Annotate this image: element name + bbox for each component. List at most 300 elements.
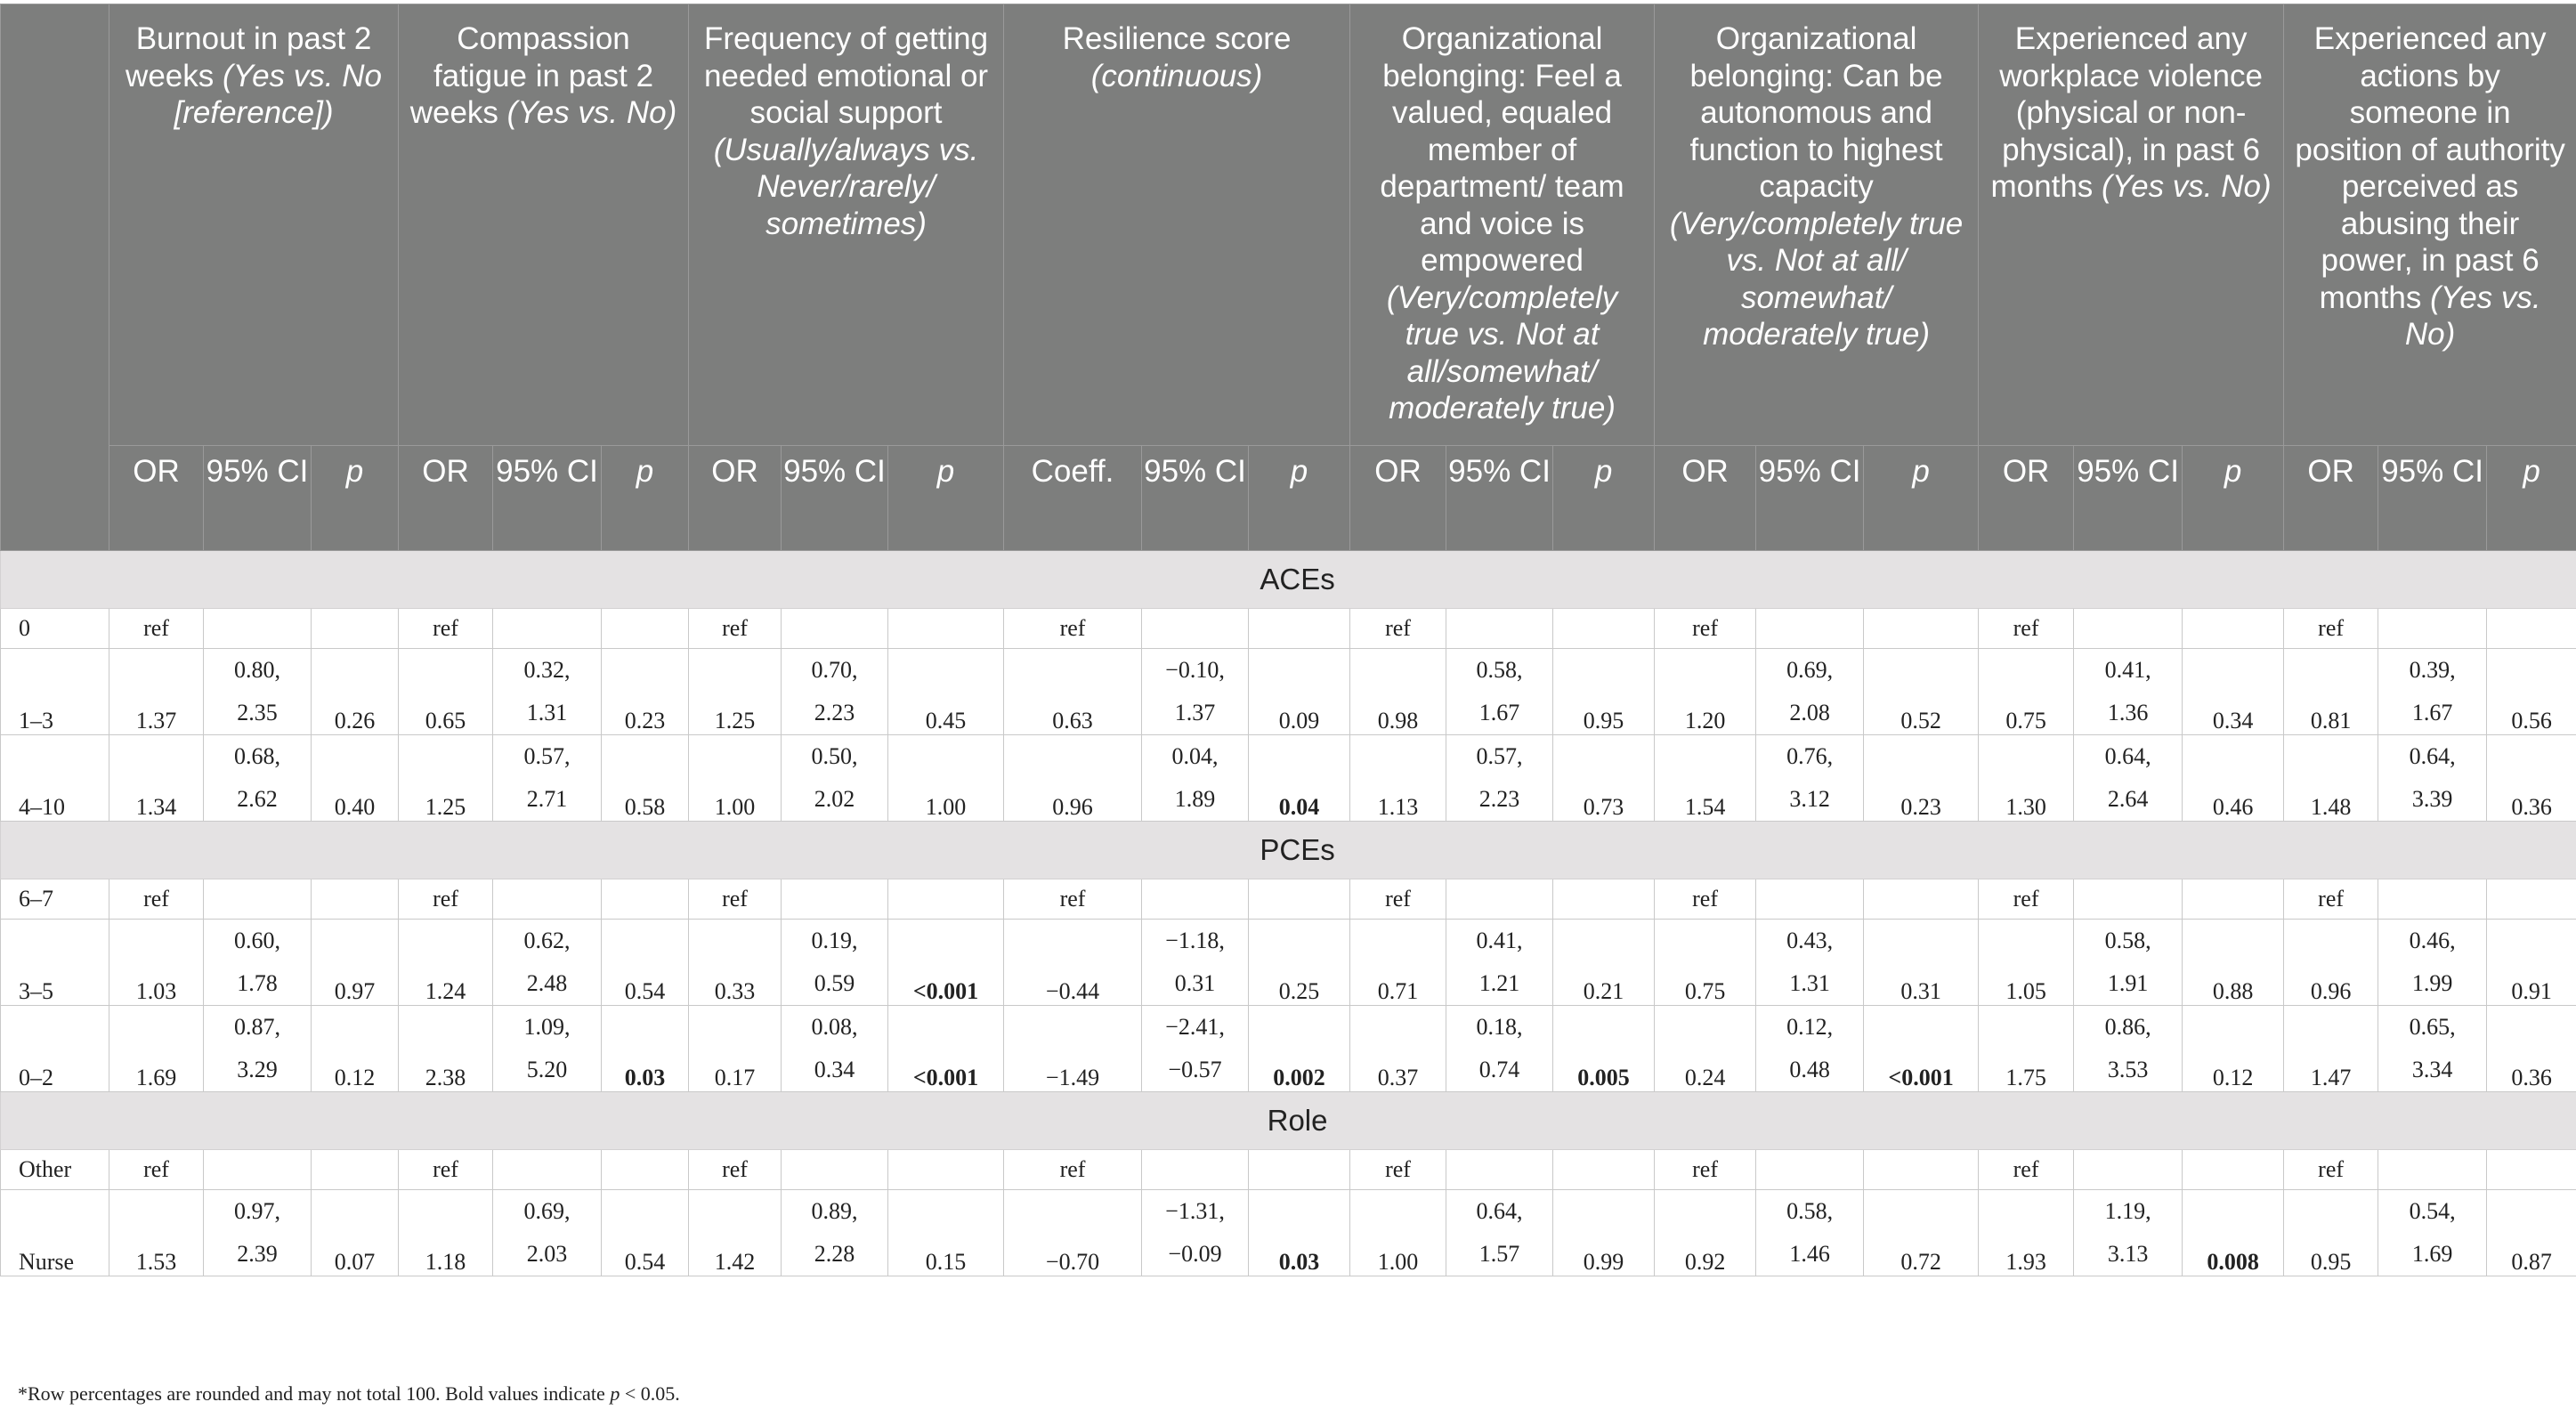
empty-ci-cell (493, 1150, 602, 1190)
ci-cell (1446, 1190, 1553, 1276)
row-label: Other (1, 1150, 109, 1190)
empty-p-cell (1553, 879, 1655, 920)
p-value-cell: 0.40 (312, 735, 399, 822)
ci-upper: 2.23 (814, 700, 855, 725)
ci-lower: 0.76, (1786, 743, 1834, 769)
ci-lower: 0.12, (1786, 1014, 1834, 1040)
outcome-header (1004, 4, 1350, 446)
ci-lower: 0.65, (2409, 1014, 2456, 1040)
estimate-cell: 0.17 (689, 1006, 782, 1092)
footnote-p-symbol: p (610, 1382, 620, 1405)
estimate-cell: 1.34 (109, 735, 204, 822)
data-row (1, 1006, 2576, 1092)
ci-cell (1142, 920, 1249, 1006)
estimate-cell: 1.25 (689, 649, 782, 735)
ci-lower: 0.43, (1786, 928, 1834, 953)
row-label: 3–5 (1, 920, 109, 1006)
ci-upper: 1.36 (2107, 700, 2149, 725)
estimate-cell: −1.49 (1004, 1006, 1142, 1092)
ci-cell (1756, 1006, 1864, 1092)
empty-p-cell (2183, 1150, 2284, 1190)
ci-upper: 2.35 (237, 700, 278, 725)
ci-cell (493, 735, 602, 822)
ci-header: 95% CI (1446, 446, 1553, 551)
ci-upper: 1.37 (1174, 700, 1216, 725)
ci-cell (2378, 649, 2487, 735)
ci-upper: 1.99 (2411, 970, 2453, 996)
empty-p-cell (1864, 1150, 1979, 1190)
p-value-cell: 0.25 (1249, 920, 1350, 1006)
ci-upper: 0.34 (814, 1057, 855, 1082)
ci-lower: 0.58, (1476, 657, 1523, 683)
reference-cell: ref (109, 609, 204, 649)
reference-cell: ref (1655, 609, 1756, 649)
statistic-header-row (1, 446, 2576, 551)
ci-upper: 2.62 (237, 786, 278, 812)
reference-row (1, 609, 2576, 649)
estimate-cell: 1.05 (1979, 920, 2074, 1006)
estimate-cell: 0.92 (1655, 1190, 1756, 1276)
empty-ci-cell (1756, 879, 1864, 920)
ci-lower: 0.08, (811, 1014, 858, 1040)
empty-ci-cell (1142, 609, 1249, 649)
ci-lower: 0.69, (1786, 657, 1834, 683)
reference-cell: ref (689, 879, 782, 920)
ci-upper: −0.57 (1168, 1057, 1222, 1082)
ci-lower: 0.60, (234, 928, 280, 953)
ci-header: 95% CI (1142, 446, 1249, 551)
reference-cell: ref (2284, 609, 2378, 649)
ci-lower: 0.97, (234, 1198, 280, 1224)
ci-lower: 1.09, (523, 1014, 571, 1040)
estimate-cell: 1.48 (2284, 735, 2378, 822)
ci-lower: 0.58, (1786, 1198, 1834, 1224)
section-title: ACEs (1, 551, 2576, 609)
data-row (1, 649, 2576, 735)
empty-ci-cell (1756, 609, 1864, 649)
ci-lower: −1.31, (1165, 1198, 1225, 1224)
ci-header: 95% CI (2074, 446, 2183, 551)
empty-p-cell (1249, 879, 1350, 920)
ci-upper: 3.34 (2411, 1057, 2453, 1082)
ci-upper: 2.48 (526, 970, 568, 996)
ci-header: 95% CI (493, 446, 602, 551)
estimate-cell: 0.98 (1350, 649, 1446, 735)
p-value-cell: 0.97 (312, 920, 399, 1006)
p-value-cell: 0.95 (1553, 649, 1655, 735)
ci-upper: 5.20 (526, 1057, 568, 1082)
significant-p-value-cell: <0.001 (888, 1006, 1004, 1092)
ci-upper: 2.39 (237, 1241, 278, 1267)
estimate-cell: 0.65 (399, 649, 493, 735)
empty-p-cell (1553, 1150, 1655, 1190)
empty-p-cell (602, 879, 689, 920)
ci-upper: 3.13 (2107, 1241, 2149, 1267)
p-value-cell: 0.99 (1553, 1190, 1655, 1276)
outcome-qualifier: (Usually/always vs. Never/rarely/ sometimes) (713, 132, 979, 241)
estimate-cell: 1.18 (399, 1190, 493, 1276)
row-label: 6–7 (1, 879, 109, 920)
reference-cell: ref (1979, 1150, 2074, 1190)
p-value-header: p (888, 446, 1004, 551)
estimate-header: OR (1655, 446, 1756, 551)
ci-upper: 3.39 (2411, 786, 2453, 812)
estimate-cell: 1.13 (1350, 735, 1446, 822)
empty-ci-cell (2074, 1150, 2183, 1190)
ci-cell (1142, 1190, 1249, 1276)
p-value-cell: 0.58 (602, 735, 689, 822)
ci-cell (204, 1190, 312, 1276)
ci-cell (1142, 1006, 1249, 1092)
empty-ci-cell (493, 879, 602, 920)
ci-header: 95% CI (1756, 446, 1864, 551)
p-value-cell: 0.21 (1553, 920, 1655, 1006)
row-label-header (1, 4, 109, 551)
ci-cell (2074, 1190, 2183, 1276)
p-value-cell: 0.31 (1864, 920, 1979, 1006)
empty-p-cell (1249, 609, 1350, 649)
row-label: 4–10 (1, 735, 109, 822)
reference-cell: ref (2284, 1150, 2378, 1190)
ci-header: 95% CI (782, 446, 888, 551)
ci-cell (204, 1006, 312, 1092)
reference-cell: ref (1655, 1150, 1756, 1190)
ci-cell (204, 920, 312, 1006)
empty-p-cell (312, 879, 399, 920)
empty-ci-cell (782, 1150, 888, 1190)
outcome-header (1979, 4, 2284, 446)
reference-row (1, 1150, 2576, 1190)
ci-lower: 0.70, (811, 657, 858, 683)
estimate-cell: 1.30 (1979, 735, 2074, 822)
p-value-cell: 0.88 (2183, 920, 2284, 1006)
ci-cell (2074, 1006, 2183, 1092)
estimate-cell: −0.70 (1004, 1190, 1142, 1276)
ci-lower: 0.54, (2409, 1198, 2456, 1224)
p-value-cell: 0.36 (2487, 735, 2576, 822)
estimate-header: OR (399, 446, 493, 551)
outcome-label: Experienced any actions by someone in position of authority perceived as abusing their power, in past 6 months (2295, 21, 2565, 315)
empty-ci-cell (2378, 609, 2487, 649)
empty-ci-cell (204, 1150, 312, 1190)
ci-cell (1756, 920, 1864, 1006)
empty-ci-cell (1446, 879, 1553, 920)
outcome-header-row (1, 4, 2576, 446)
ci-upper: 1.46 (1789, 1241, 1830, 1267)
section-title: Role (1, 1092, 2576, 1150)
ci-cell (1756, 1190, 1864, 1276)
outcome-qualifier: (Yes vs. No) (2404, 280, 2541, 352)
outcome-label: Frequency of getting needed emotional or social support (703, 21, 989, 130)
table-body (1, 551, 2576, 1276)
reference-cell: ref (399, 879, 493, 920)
significant-p-value-cell: 0.03 (1249, 1190, 1350, 1276)
outcome-qualifier: (Yes vs. No [reference]) (174, 58, 382, 130)
row-label: 0 (1, 609, 109, 649)
ci-upper: 1.91 (2107, 970, 2149, 996)
estimate-cell: 0.95 (2284, 1190, 2378, 1276)
ci-lower: 0.19, (811, 928, 858, 953)
p-value-cell: 0.72 (1864, 1190, 1979, 1276)
outcome-qualifier: (Very/completely true vs. Not at all/somewhat/ moderately true) (1386, 280, 1618, 425)
p-value-cell: 0.26 (312, 649, 399, 735)
p-value-cell: 0.56 (2487, 649, 2576, 735)
p-value-cell: 0.12 (2183, 1006, 2284, 1092)
estimate-header: OR (109, 446, 204, 551)
outcome-qualifier: (Yes vs. No) (2102, 169, 2272, 204)
p-value-cell: 0.23 (602, 649, 689, 735)
data-row (1, 920, 2576, 1006)
outcome-qualifier: (continuous) (1090, 58, 1263, 93)
empty-ci-cell (782, 609, 888, 649)
ci-upper: 2.02 (814, 786, 855, 812)
reference-cell: ref (1350, 609, 1446, 649)
significant-p-value-cell: 0.03 (602, 1006, 689, 1092)
ci-cell (204, 735, 312, 822)
outcome-header (2284, 4, 2576, 446)
significant-p-value-cell: <0.001 (888, 920, 1004, 1006)
ci-cell (2074, 649, 2183, 735)
empty-ci-cell (1446, 609, 1553, 649)
ci-upper: 0.31 (1174, 970, 1216, 996)
empty-ci-cell (1756, 1150, 1864, 1190)
empty-p-cell (2487, 879, 2576, 920)
ci-cell (2378, 735, 2487, 822)
p-value-cell: 0.36 (2487, 1006, 2576, 1092)
reference-cell: ref (1979, 609, 2074, 649)
ci-lower: −2.41, (1165, 1014, 1225, 1040)
empty-ci-cell (2378, 879, 2487, 920)
estimate-cell: 1.24 (399, 920, 493, 1006)
significant-p-value-cell: 0.008 (2183, 1190, 2284, 1276)
ci-upper: 1.67 (2411, 700, 2453, 725)
reference-cell: ref (2284, 879, 2378, 920)
ci-lower: 0.41, (2104, 657, 2151, 683)
reference-row (1, 879, 2576, 920)
ci-lower: 0.18, (1476, 1014, 1523, 1040)
ci-upper: 2.28 (814, 1241, 855, 1267)
ci-lower: 0.68, (234, 743, 280, 769)
ci-lower: −0.10, (1165, 657, 1225, 683)
empty-p-cell (602, 1150, 689, 1190)
footnote-text: *Row percentages are rounded and may not total 100. Bold values indicate (18, 1382, 611, 1405)
reference-cell: ref (1979, 879, 2074, 920)
empty-ci-cell (2074, 879, 2183, 920)
reference-cell: ref (689, 609, 782, 649)
p-value-cell: 0.09 (1249, 649, 1350, 735)
data-row (1, 1190, 2576, 1276)
p-value-cell: 0.52 (1864, 649, 1979, 735)
p-value-cell: 0.45 (888, 649, 1004, 735)
p-value-header: p (602, 446, 689, 551)
footnote-tail: < 0.05. (620, 1382, 680, 1405)
ci-upper: 0.59 (814, 970, 855, 996)
outcome-label: Experienced any workplace violence (physical or non-physical), in past 6 months (1990, 21, 2263, 204)
outcome-label: Resilience score (1062, 21, 1292, 56)
estimate-cell: 1.42 (689, 1190, 782, 1276)
p-value-header: p (312, 446, 399, 551)
ci-cell (782, 649, 888, 735)
ci-cell (2378, 1006, 2487, 1092)
empty-p-cell (2183, 609, 2284, 649)
estimate-cell: 2.38 (399, 1006, 493, 1092)
outcome-header (689, 4, 1004, 446)
ci-header: 95% CI (2378, 446, 2487, 551)
ci-upper: 3.12 (1789, 786, 1830, 812)
empty-ci-cell (1142, 1150, 1249, 1190)
ci-cell (2378, 920, 2487, 1006)
ci-cell (1142, 649, 1249, 735)
empty-ci-cell (493, 609, 602, 649)
ci-cell (2378, 1190, 2487, 1276)
reference-cell: ref (1004, 1150, 1142, 1190)
p-value-header: p (1249, 446, 1350, 551)
p-value-cell: 0.54 (602, 1190, 689, 1276)
ci-cell (782, 920, 888, 1006)
empty-p-cell (312, 609, 399, 649)
ci-cell (1446, 735, 1553, 822)
empty-p-cell (1864, 609, 1979, 649)
ci-upper: 0.48 (1789, 1057, 1830, 1082)
outcome-header (399, 4, 689, 446)
estimate-cell: 0.33 (689, 920, 782, 1006)
empty-p-cell (888, 1150, 1004, 1190)
empty-p-cell (1249, 1150, 1350, 1190)
ci-lower: 0.69, (523, 1198, 571, 1224)
ci-lower: 0.64, (2409, 743, 2456, 769)
ci-lower: 0.57, (523, 743, 571, 769)
p-value-cell: 0.87 (2487, 1190, 2576, 1276)
estimate-header: Coeff. (1004, 446, 1142, 551)
ci-upper: 2.71 (526, 786, 568, 812)
ci-lower: 0.89, (811, 1198, 858, 1224)
table-header (1, 4, 2576, 551)
ci-cell (493, 1190, 602, 1276)
empty-ci-cell (782, 879, 888, 920)
estimate-header: OR (689, 446, 782, 551)
ci-cell (1446, 920, 1553, 1006)
empty-p-cell (1864, 879, 1979, 920)
ci-lower: 0.58, (2104, 928, 2151, 953)
estimate-cell: 0.75 (1655, 920, 1756, 1006)
section-title: PCEs (1, 822, 2576, 879)
ci-upper: 3.29 (237, 1057, 278, 1082)
estimate-cell: 1.20 (1655, 649, 1756, 735)
ci-upper: 0.74 (1478, 1057, 1520, 1082)
empty-p-cell (602, 609, 689, 649)
p-value-header: p (2183, 446, 2284, 551)
empty-p-cell (2487, 609, 2576, 649)
outcome-qualifier: (Very/completely true vs. Not at all/ somewhat/ moderately true) (1669, 206, 1964, 352)
empty-ci-cell (1446, 1150, 1553, 1190)
estimate-cell: 1.37 (109, 649, 204, 735)
p-value-cell: 0.15 (888, 1190, 1004, 1276)
significant-p-value-cell: <0.001 (1864, 1006, 1979, 1092)
estimate-cell: 1.93 (1979, 1190, 2074, 1276)
estimate-cell: 0.81 (2284, 649, 2378, 735)
estimate-cell: 1.75 (1979, 1006, 2074, 1092)
reference-cell: ref (399, 1150, 493, 1190)
ci-cell (1446, 1006, 1553, 1092)
reference-cell: ref (1350, 1150, 1446, 1190)
ci-upper: 1.57 (1478, 1241, 1520, 1267)
estimate-cell: 0.24 (1655, 1006, 1756, 1092)
ci-cell (782, 735, 888, 822)
ci-lower: 0.32, (523, 657, 571, 683)
ci-upper: 1.21 (1478, 970, 1520, 996)
ci-upper: 2.08 (1789, 700, 1830, 725)
p-value-header: p (1864, 446, 1979, 551)
ci-upper: 2.64 (2107, 786, 2149, 812)
ci-lower: 0.39, (2409, 657, 2456, 683)
data-row (1, 735, 2576, 822)
reference-cell: ref (109, 879, 204, 920)
p-value-cell: 1.00 (888, 735, 1004, 822)
p-value-cell: 0.23 (1864, 735, 1979, 822)
ci-lower: 0.04, (1171, 743, 1219, 769)
significant-p-value-cell: 0.005 (1553, 1006, 1655, 1092)
row-label: 1–3 (1, 649, 109, 735)
reference-cell: ref (1004, 879, 1142, 920)
estimate-cell: 0.96 (2284, 920, 2378, 1006)
ci-upper: 2.23 (1478, 786, 1520, 812)
ci-cell (493, 649, 602, 735)
p-value-cell: 0.73 (1553, 735, 1655, 822)
p-value-cell: 0.54 (602, 920, 689, 1006)
ci-upper: 1.67 (1478, 700, 1520, 725)
reference-cell: ref (109, 1150, 204, 1190)
ci-lower: 0.57, (1476, 743, 1523, 769)
ci-cell (2074, 735, 2183, 822)
estimate-cell: −0.44 (1004, 920, 1142, 1006)
ci-lower: 0.86, (2104, 1014, 2151, 1040)
estimate-cell: 1.54 (1655, 735, 1756, 822)
ci-upper: 1.78 (237, 970, 278, 996)
estimate-cell: 0.96 (1004, 735, 1142, 822)
ci-upper: 1.69 (2411, 1241, 2453, 1267)
p-value-cell: 0.12 (312, 1006, 399, 1092)
significant-p-value-cell: 0.002 (1249, 1006, 1350, 1092)
ci-cell (493, 920, 602, 1006)
ci-lower: 0.64, (1476, 1198, 1523, 1224)
ci-lower: −1.18, (1165, 928, 1225, 953)
reference-cell: ref (689, 1150, 782, 1190)
estimate-header: OR (1350, 446, 1446, 551)
significant-p-value-cell: 0.04 (1249, 735, 1350, 822)
p-value-cell: 0.46 (2183, 735, 2284, 822)
estimate-header: OR (1979, 446, 2074, 551)
empty-ci-cell (204, 879, 312, 920)
row-label: 0–2 (1, 1006, 109, 1092)
ci-upper: 1.89 (1174, 786, 1216, 812)
empty-p-cell (312, 1150, 399, 1190)
p-value-cell: 0.34 (2183, 649, 2284, 735)
estimate-cell: 0.63 (1004, 649, 1142, 735)
table-footnote (18, 1382, 680, 1406)
estimate-cell: 1.69 (109, 1006, 204, 1092)
empty-p-cell (888, 609, 1004, 649)
outcome-header (109, 4, 399, 446)
estimate-cell: 1.00 (1350, 1190, 1446, 1276)
ci-lower: 0.46, (2409, 928, 2456, 953)
ci-cell (493, 1006, 602, 1092)
outcome-label: Organizational belonging: Feel a valued, equaled member of department/ team and voice is empowered (1380, 21, 1624, 278)
ci-lower: 0.80, (234, 657, 280, 683)
ci-upper: 1.31 (526, 700, 568, 725)
estimate-cell: 0.75 (1979, 649, 2074, 735)
regression-results-table (0, 4, 2576, 1276)
section-header-row (1, 551, 2576, 609)
